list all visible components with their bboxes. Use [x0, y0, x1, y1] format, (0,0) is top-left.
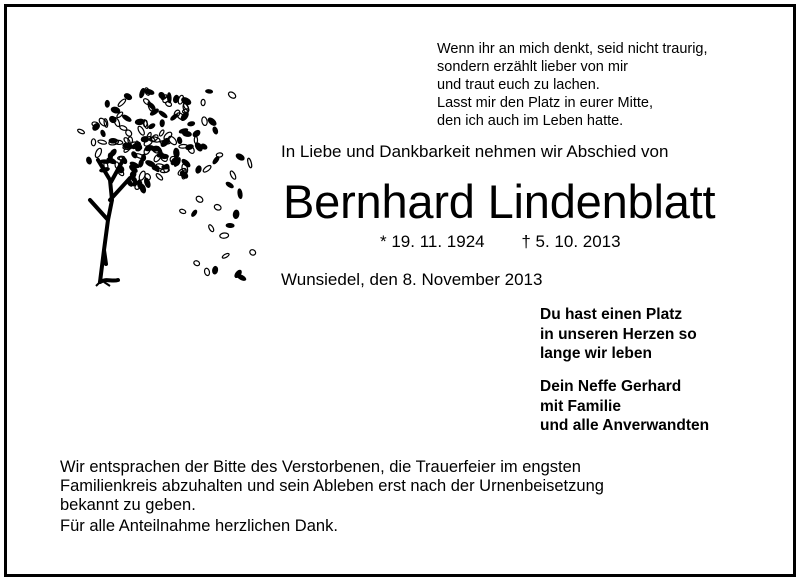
poem-line: Wenn ihr an mich denkt, seid nicht traurig,	[437, 41, 708, 57]
birth-date: * 19. 11. 1924	[380, 232, 485, 251]
tree-icon	[70, 50, 260, 290]
heart-message-line: Du hast einen Platz	[540, 306, 683, 323]
mourner-line: Dein Neffe Gerhard	[540, 378, 682, 395]
poem-line: und traut euch zu lachen.	[437, 77, 600, 93]
place-date: Wunsiedel, den 8. November 2013	[281, 270, 543, 289]
farewell-intro: In Liebe und Dankbarkeit nehmen wir Abschied von	[281, 142, 669, 161]
notice-line: bekannt zu geben.	[60, 496, 196, 514]
funeral-notice	[60, 458, 604, 515]
thanks-line: Für alle Anteilnahme herzlichen Dank.	[60, 517, 338, 535]
notice-line: Wir entsprachen der Bitte des Verstorbenen, die Trauerfeier im engsten	[60, 458, 581, 476]
death-date: † 5. 10. 2013	[521, 232, 621, 251]
mourner-line: und alle Anverwandten	[540, 417, 710, 434]
poem-line: Lasst mir den Platz in eurer Mitte,	[437, 95, 653, 111]
mourner-line: mit Familie	[540, 397, 621, 415]
heart-message-line: in unseren Herzen so	[540, 325, 697, 343]
heart-message-line: lange wir leben	[540, 345, 652, 362]
mourners	[540, 377, 709, 436]
poem-line: den ich auch im Leben hatte.	[437, 113, 624, 129]
deceased-name: Bernhard Lindenblatt	[283, 175, 716, 228]
life-dates	[380, 232, 621, 252]
notice-line: Familienkreis abzuhalten und sein Ableben erst nach der Urnenbeisetzung	[60, 477, 604, 495]
poem-line: sondern erzählt lieber von mir	[437, 59, 629, 75]
heart-message	[540, 305, 697, 364]
poem	[437, 40, 708, 130]
